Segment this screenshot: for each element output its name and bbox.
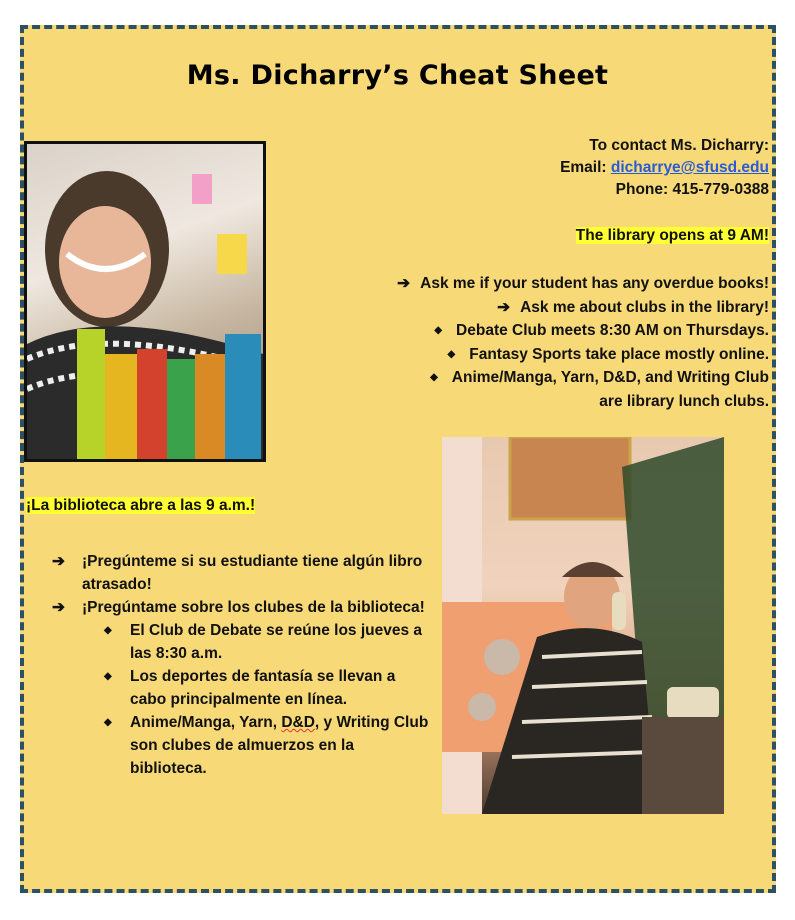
contact-block	[560, 135, 769, 201]
photo-illustration	[442, 437, 724, 814]
diamond-bullet-icon: ◆	[104, 671, 112, 682]
diamond-bullet-icon: ◆	[447, 348, 456, 360]
list-item: ➔ Ask me if your student has any overdue books!	[397, 272, 769, 296]
sub-list-item: ◆ Los deportes de fantasía se llevan a cabo principalmente en línea.	[52, 665, 432, 711]
list-item: ➔ ¡Pregúnteme si su estudiante tiene algún libro atrasado!	[52, 550, 432, 596]
diamond-bullet-icon: ◆	[104, 717, 112, 728]
library-hours-en: The library opens at 9 AM!	[575, 227, 769, 244]
sub-list-item: ◆ Fantasy Sports take place mostly online.	[397, 343, 769, 367]
arrow-icon: ➔	[52, 553, 65, 570]
arrow-icon: ➔	[497, 298, 511, 316]
library-hours-es: ¡La biblioteca abre a las 9 a.m.!	[26, 497, 256, 514]
contact-heading: To contact Ms. Dicharry:	[589, 137, 769, 154]
sub-list-item: ◆ El Club de Debate se reúne los jueves a las 8:30 a.m.	[52, 619, 432, 665]
arrow-icon: ➔	[397, 275, 411, 292]
sub-list-item: ◆ Debate Club meets 8:30 AM on Thursdays.	[397, 319, 769, 343]
diamond-bullet-icon: ◆	[434, 325, 443, 336]
spellcheck-word: D&D	[281, 714, 315, 731]
spanish-list	[52, 550, 432, 780]
email-label: Email:	[560, 159, 611, 176]
sub-list-item: ◆ Anime/Manga, Yarn, D&D, y Writing Club son clubes de almuerzos en la biblioteca.	[52, 711, 432, 780]
phone-line: Phone: 415-779-0388	[615, 181, 769, 198]
email-line	[560, 157, 769, 179]
list-item: ➔ Ask me about clubs in the library!	[397, 296, 769, 320]
diamond-bullet-icon: ◆	[104, 625, 112, 636]
diamond-bullet-icon: ◆	[430, 372, 438, 383]
english-list	[397, 272, 769, 413]
email-link[interactable]: dicharrye@sfusd.edu	[610, 159, 769, 176]
sub-list-item: ◆ Anime/Manga, Yarn, D&D, and Writing Club	[397, 366, 769, 390]
list-item: ➔ ¡Pregúntame sobre los clubes de la biblioteca!	[52, 596, 432, 619]
teacher-books-photo	[24, 141, 266, 462]
page-title: Ms. Dicharry’s Cheat Sheet	[186, 60, 609, 91]
photo-illustration	[27, 144, 263, 459]
sub-list-item-continued: are library lunch clubs.	[599, 392, 769, 410]
teacher-phone-photo	[442, 437, 724, 814]
arrow-icon: ➔	[52, 599, 65, 616]
